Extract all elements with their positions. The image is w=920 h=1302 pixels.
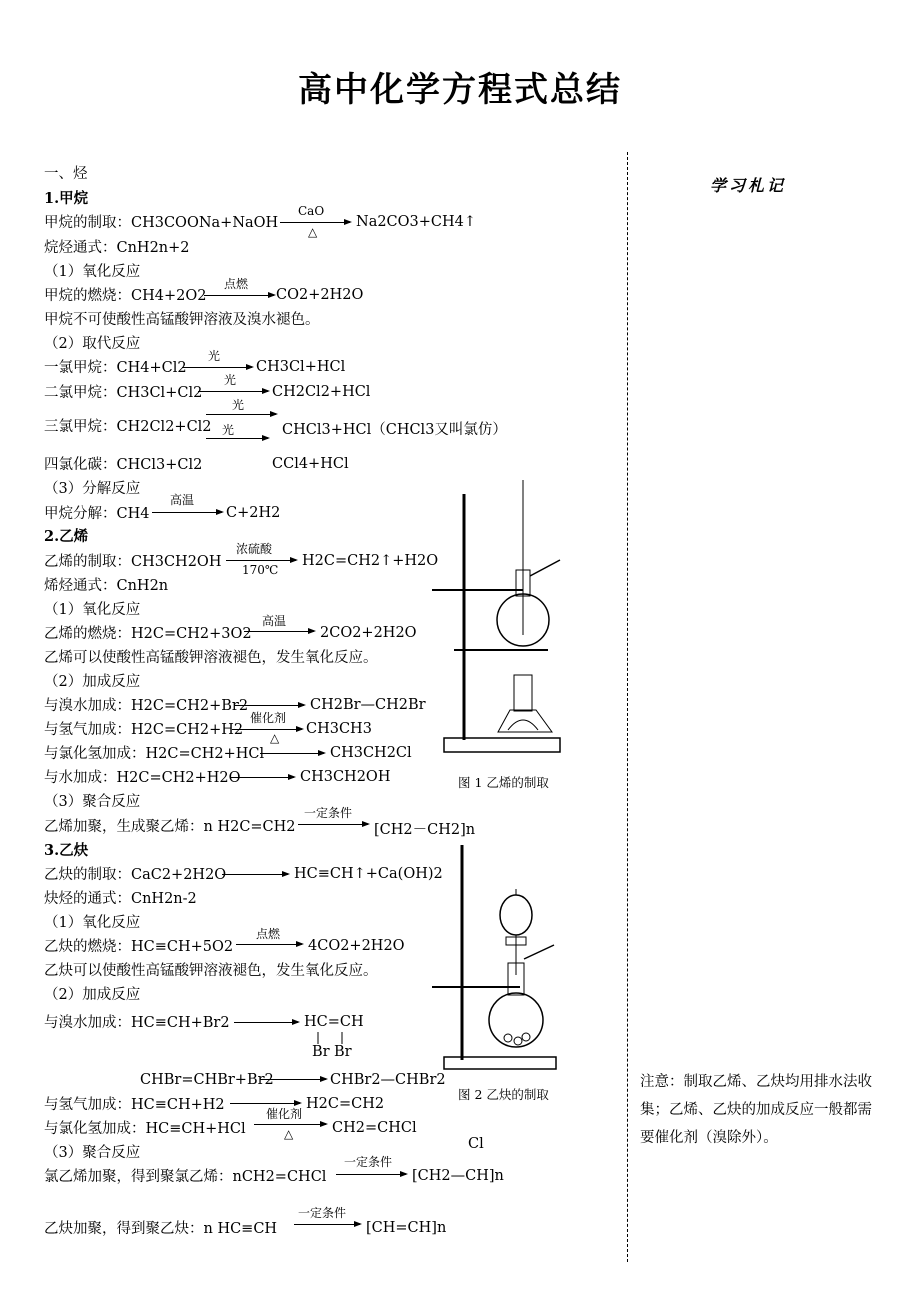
text-line: （1）氧化反应	[44, 264, 141, 280]
reaction-arrow	[152, 512, 222, 513]
equation-left: 乙烯的制取：CH3CH2OH	[44, 554, 222, 570]
substituent: Br	[334, 1044, 352, 1060]
equation-left: 与水加成：H2C=CH2+H2O	[44, 770, 241, 786]
reaction-arrow	[234, 705, 304, 706]
equation-left: 甲烷的燃烧：CH4+2O2	[44, 288, 207, 304]
equation-right: Na2CO3+CH4↑	[356, 214, 477, 230]
reaction-arrow	[254, 1124, 326, 1125]
polymer-formula: [CH2—CH]n	[412, 1168, 504, 1184]
page-title: 高中化学方程式总结	[298, 70, 622, 110]
figure-caption: 图 2 乙炔的制取	[458, 1087, 549, 1102]
condition-label: 一定条件	[298, 1206, 347, 1220]
equation-left: 与氯化氢加成：H2C=CH2+HCl	[44, 746, 265, 762]
reaction-arrow	[230, 1103, 300, 1104]
polymer-formula: [CH=CH]n	[366, 1220, 447, 1236]
condition-label: 点燃	[256, 927, 281, 941]
reaction-arrow	[226, 560, 296, 561]
condition-label: 一定条件	[304, 806, 353, 820]
equation-right: CH2Br—CH2Br	[310, 697, 426, 713]
text-line: （2）取代反应	[44, 336, 141, 352]
equation-right: CHCl3+HCl（CHCl3又叫氯仿）	[282, 422, 507, 438]
condition-label: 光	[224, 373, 237, 387]
condition-label: 点燃	[224, 277, 249, 291]
text-line: 乙炔可以使酸性高锰酸钾溶液褪色，发生氧化反应。	[44, 963, 378, 979]
side-note: 注意：制取乙烯、乙炔均用排水法收集；乙烯、乙炔的加成反应一般都需要催化剂（溴除外）。	[640, 1074, 872, 1146]
text-line: （2）加成反应	[44, 674, 141, 690]
reaction-arrow	[222, 874, 288, 875]
equation-left: 乙烯的燃烧：H2C=CH2+3O2	[44, 626, 252, 642]
equation-right: CHBr2—CHBr2	[330, 1072, 446, 1088]
equation-right: 2CO2+2H2O	[320, 625, 417, 641]
substituent: Cl	[468, 1136, 484, 1152]
equation-left: 四氯化碳：CHCl3+Cl2	[44, 457, 203, 473]
subsection-heading: 3.乙炔	[44, 842, 89, 859]
ethylene-apparatus-figure	[428, 470, 568, 760]
reaction-arrow	[230, 777, 294, 778]
equation-left: 与氢气加成：HC≡CH+H2	[44, 1097, 225, 1113]
condition-label: 光	[208, 349, 221, 363]
subsection-heading: 1.甲烷	[44, 190, 89, 207]
equation-left: 与溴水加成：H2C=CH2+Br2	[44, 698, 249, 714]
condition-label: 高温	[262, 614, 287, 628]
text-line: 炔烃的通式：CnH2n-2	[44, 891, 197, 907]
condition-label: 催化剂	[250, 711, 287, 725]
polymer-formula: [CH2－CH2]n	[374, 822, 476, 838]
equation-right: CCl4+HCl	[272, 456, 349, 472]
reaction-arrow	[280, 222, 350, 223]
condition-label: 浓硫酸	[236, 542, 273, 556]
condition-label: △	[308, 225, 318, 239]
reaction-arrow	[204, 295, 274, 296]
text-line: 烷烃通式：CnH2n+2	[44, 240, 190, 256]
condition-label: 催化剂	[266, 1107, 303, 1121]
text-line: （1）氧化反应	[44, 915, 141, 931]
dashed-divider	[627, 152, 628, 1262]
reaction-arrow	[234, 1022, 298, 1023]
condition-label: 一定条件	[344, 1155, 393, 1169]
equation-left: 氯乙烯加聚，得到聚氯乙烯：nCH2=CHCl	[44, 1169, 327, 1185]
equation-left: 与氯化氢加成：HC≡CH+HCl	[44, 1121, 246, 1137]
equation-right: CH3CH3	[306, 721, 372, 737]
equation-right: HC=CH	[304, 1014, 364, 1030]
text-line: （2）加成反应	[44, 987, 141, 1003]
section-heading: 一、烃	[44, 166, 88, 182]
condition-label: 170℃	[242, 563, 279, 577]
equation-left: 与氢气加成：H2C=CH2+H2	[44, 722, 244, 738]
reaction-arrow	[182, 367, 252, 368]
equation-left: 二氯甲烷：CH3Cl+Cl2	[44, 385, 203, 401]
text-line: （3）聚合反应	[44, 1145, 141, 1161]
equation-right: C+2H2	[226, 505, 281, 521]
equation-right: CH3Cl+HCl	[256, 359, 346, 375]
equation-right: 4CO2+2H2O	[308, 938, 405, 954]
reaction-arrow	[198, 391, 268, 392]
equation-left: 乙炔的制取：CaC2+2H2O	[44, 867, 227, 883]
equation-left: 一氯甲烷：CH4+Cl2	[44, 360, 187, 376]
equation-left: 甲烷分解：CH4	[44, 506, 150, 522]
text-line: （3）分解反应	[44, 481, 141, 497]
text-line: （1）氧化反应	[44, 602, 141, 618]
reaction-arrow	[294, 1224, 360, 1225]
subsection-heading: 2.乙烯	[44, 528, 89, 545]
equation-left: 与溴水加成：HC≡CH+Br2	[44, 1015, 230, 1031]
condition-label: 光	[222, 423, 235, 437]
reaction-arrow	[244, 631, 314, 632]
condition-label: CaO	[298, 204, 325, 218]
equation-right: CO2+2H2O	[276, 287, 364, 303]
equation-right: CH2=CHCl	[332, 1120, 417, 1136]
equation-right: H2C=CH2	[306, 1096, 385, 1112]
substituent: Br	[312, 1044, 330, 1060]
equation-left: 甲烷的制取：CH3COONa+NaOH	[44, 215, 279, 231]
equation-left: 三氯甲烷：CH2Cl2+Cl2	[44, 419, 212, 435]
reaction-arrow	[336, 1174, 406, 1175]
condition-label: △	[284, 1127, 294, 1141]
equation-left: CHBr=CHBr+Br2	[140, 1072, 274, 1088]
text-line: （3）聚合反应	[44, 794, 141, 810]
reaction-arrow	[260, 1079, 326, 1080]
text-line: 乙烯可以使酸性高锰酸钾溶液褪色，发生氧化反应。	[44, 650, 378, 666]
equation-right: CH2Cl2+HCl	[272, 384, 371, 400]
equation-right: HC≡CH↑+Ca(OH)2	[294, 866, 443, 882]
text-line: 甲烷不可使酸性高锰酸钾溶液及溴水褪色。	[44, 312, 320, 328]
reaction-arrow	[236, 944, 302, 945]
reaction-arrow	[206, 414, 276, 415]
equation-left: 乙炔的燃烧：HC≡CH+5O2	[44, 939, 234, 955]
equation-left: 乙烯加聚，生成聚乙烯：n H2C=CH2	[44, 819, 296, 835]
reaction-arrow	[206, 438, 268, 439]
reaction-arrow	[260, 753, 324, 754]
condition-label: △	[270, 731, 280, 745]
equation-right: CH3CH2OH	[300, 769, 391, 785]
condition-label: 高温	[170, 493, 195, 507]
equation-right: H2C=CH2↑+H2O	[302, 553, 439, 569]
condition-label: 光	[232, 398, 245, 412]
acetylene-apparatus-figure	[430, 845, 560, 1075]
equation-right: CH3CH2Cl	[330, 745, 412, 761]
figure-caption: 图 1 乙烯的制取	[458, 775, 549, 790]
reaction-arrow	[298, 824, 368, 825]
reaction-arrow	[232, 729, 302, 730]
text-line: 烯烃通式：CnH2n	[44, 578, 169, 594]
side-notes-title: 学习札记	[710, 176, 787, 195]
equation-left: 乙炔加聚，得到聚乙炔：n HC≡CH	[44, 1221, 278, 1237]
